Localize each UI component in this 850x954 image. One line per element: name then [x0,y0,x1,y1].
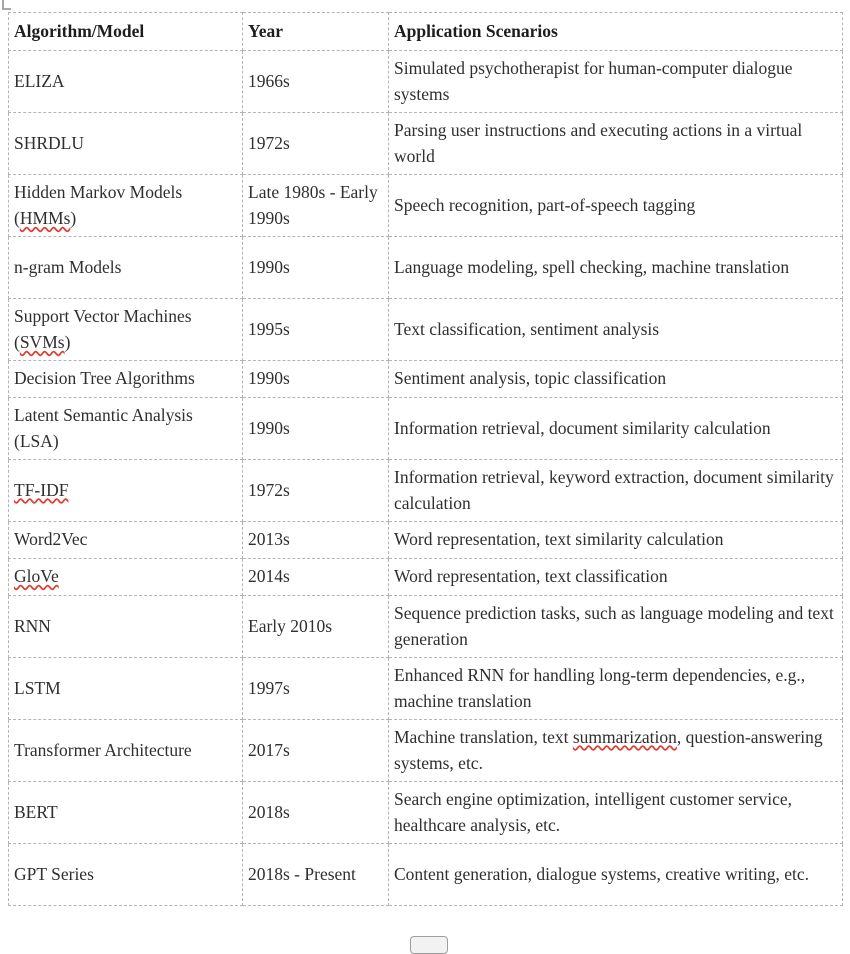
cell-scenario: Search engine optimization, intelligent customer service, healthcare analysis, etc. [389,781,843,843]
cell-algorithm: Hidden Markov Models (HMMs) [9,174,243,236]
cell-scenario: Sequence prediction tasks, such as language modeling and text generation [389,595,843,657]
cell-algorithm: Decision Tree Algorithms [9,360,243,397]
cell-year: 1972s [243,112,389,174]
cell-algorithm: Word2Vec [9,521,243,558]
algorithms-table [8,12,843,906]
cell-scenario: Parsing user instructions and executing actions in a virtual world [389,112,843,174]
cell-scenario: Word representation, text similarity calculation [389,521,843,558]
bottom-ui-chip[interactable] [410,936,448,954]
cell-year: 2018s [243,781,389,843]
cell-algorithm: Latent Semantic Analysis (LSA) [9,397,243,459]
table-row [9,558,843,595]
spellcheck-underlined-word: GloVe [14,566,59,587]
cell-year: 1990s [243,236,389,298]
cell-scenario: Text classification, sentiment analysis [389,298,843,360]
cell-year: 2014s [243,558,389,595]
table-body [9,50,843,905]
cell-scenario: Simulated psychotherapist for human-computer dialogue systems [389,50,843,112]
spellcheck-underlined-word: summarization [572,726,677,747]
cell-scenario: Sentiment analysis, topic classification [389,360,843,397]
cell-year: 2017s [243,719,389,781]
table-row [9,781,843,843]
table-row [9,459,843,521]
cell-scenario: Machine translation, text summarization, question-answering systems, etc. [389,719,843,781]
cell-algorithm: GPT Series [9,843,243,905]
cell-year: 1990s [243,360,389,397]
cell-algorithm [9,558,243,595]
cell-scenario: Speech recognition, part-of-speech tagging [389,174,843,236]
spellcheck-underlined-word: HMMs [19,208,71,229]
spellcheck-underlined-word: SVMs [19,332,65,353]
cell-year: 1966s [243,50,389,112]
text-caret-artifact [2,0,11,10]
cell-year: 1990s [243,397,389,459]
cell-algorithm: RNN [9,595,243,657]
cell-algorithm: Transformer Architecture [9,719,243,781]
table-row [9,236,843,298]
cell-scenario: Information retrieval, document similarity calculation [389,397,843,459]
table-header-row [9,13,843,51]
column-header-scenarios: Application Scenarios [389,13,843,51]
cell-algorithm: SHRDLU [9,112,243,174]
cell-algorithm: n-gram Models [9,236,243,298]
cell-scenario: Content generation, dialogue systems, creative writing, etc. [389,843,843,905]
cell-year: 2018s - Present [243,843,389,905]
cell-algorithm: LSTM [9,657,243,719]
table-row [9,50,843,112]
table-row [9,595,843,657]
cell-year: Late 1980s - Early 1990s [243,174,389,236]
cell-scenario: Language modeling, spell checking, machine translation [389,236,843,298]
table-row [9,521,843,558]
table-row [9,719,843,781]
table-row [9,843,843,905]
cell-scenario: Information retrieval, keyword extraction, document similarity calculation [389,459,843,521]
table-row [9,360,843,397]
cell-algorithm: ELIZA [9,50,243,112]
table-header [9,13,843,51]
cell-year: 2013s [243,521,389,558]
table-row [9,397,843,459]
column-header-year: Year [243,13,389,51]
cell-algorithm [9,459,243,521]
table-row [9,174,843,236]
table-row [9,298,843,360]
cell-algorithm: BERT [9,781,243,843]
column-header-algorithm: Algorithm/Model [9,13,243,51]
spellcheck-underlined-word: TF-IDF [14,479,69,500]
table-row [9,657,843,719]
cell-year: 1995s [243,298,389,360]
document-table-container [8,12,842,906]
cell-year: Early 2010s [243,595,389,657]
cell-algorithm: Support Vector Machines (SVMs) [9,298,243,360]
cell-year: 1972s [243,459,389,521]
table-row [9,112,843,174]
cell-scenario: Word representation, text classification [389,558,843,595]
cell-year: 1997s [243,657,389,719]
cell-scenario: Enhanced RNN for handling long-term dependencies, e.g., machine translation [389,657,843,719]
